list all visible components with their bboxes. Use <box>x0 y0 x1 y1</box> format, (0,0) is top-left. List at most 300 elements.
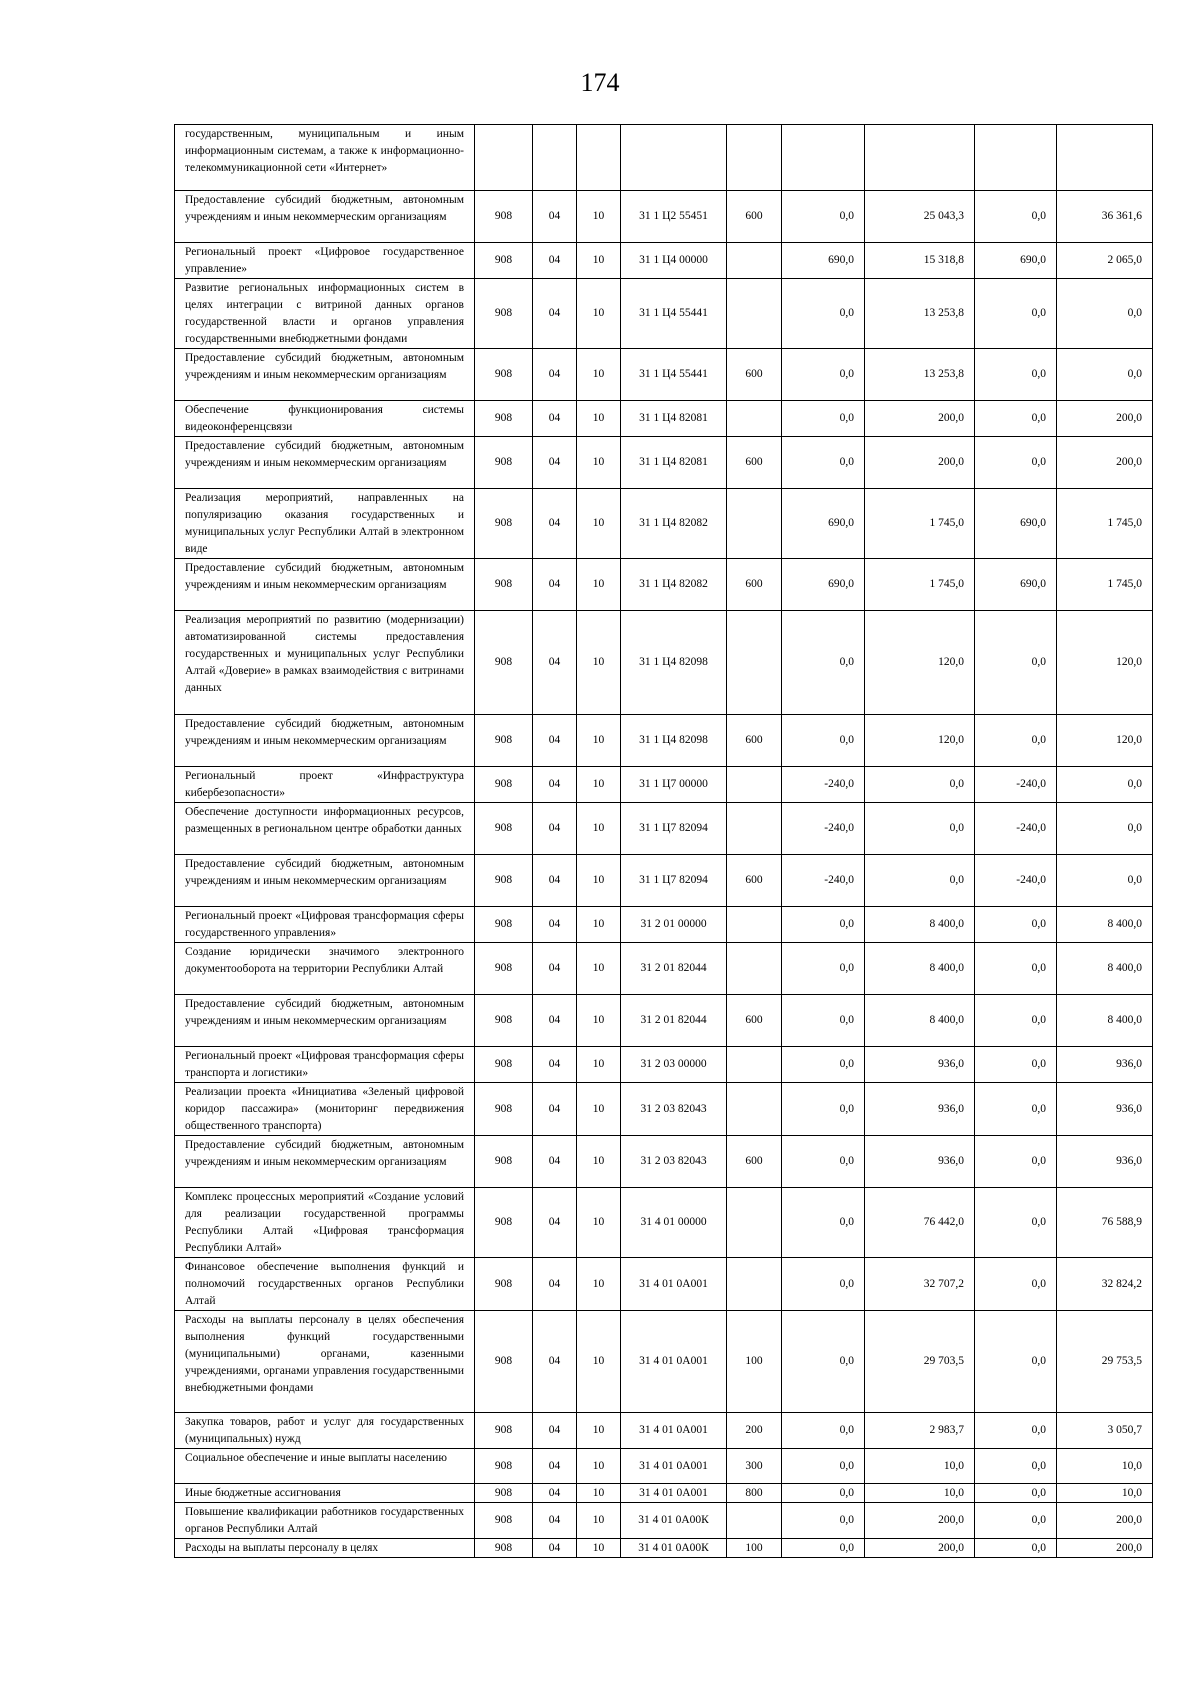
cell-amount-1: 0,0 <box>782 907 865 943</box>
cell-admin-code: 908 <box>475 855 533 907</box>
cell-expense-type: 600 <box>727 995 782 1047</box>
cell-amount-3: -240,0 <box>975 855 1057 907</box>
cell-subsection: 10 <box>577 611 621 715</box>
cell-amount-4: 936,0 <box>1057 1047 1153 1083</box>
cell-subsection: 10 <box>577 559 621 611</box>
cell-admin-code: 908 <box>475 611 533 715</box>
cell-section: 04 <box>533 1188 577 1258</box>
cell-expense-type <box>727 1188 782 1258</box>
table-row <box>175 1188 1153 1258</box>
cell-section: 04 <box>533 1413 577 1449</box>
table-row <box>175 349 1153 401</box>
cell-expense-type <box>727 943 782 995</box>
cell-target-article: 31 1 Ц7 82094 <box>621 855 727 907</box>
cell-amount-4: 936,0 <box>1057 1083 1153 1136</box>
row-description: Социальное обеспечение и иные выплаты населению <box>175 1449 475 1484</box>
row-description: Предоставление субсидий бюджетным, автономным учреждениям и иным некоммерческим организациям <box>175 559 475 611</box>
cell-expense-type <box>727 803 782 855</box>
cell-amount-2: 8 400,0 <box>865 907 975 943</box>
table-row <box>175 559 1153 611</box>
cell-subsection: 10 <box>577 855 621 907</box>
cell-section: 04 <box>533 855 577 907</box>
row-description: Иные бюджетные ассигнования <box>175 1484 475 1503</box>
cell-subsection: 10 <box>577 1413 621 1449</box>
cell-subsection: 10 <box>577 191 621 243</box>
cell-expense-type <box>727 279 782 349</box>
cell-amount-2: 29 703,5 <box>865 1311 975 1413</box>
cell-section: 04 <box>533 767 577 803</box>
row-description: Предоставление субсидий бюджетным, автономным учреждениям и иным некоммерческим организациям <box>175 715 475 767</box>
cell-admin-code <box>475 125 533 191</box>
cell-amount-3: 0,0 <box>975 279 1057 349</box>
cell-section: 04 <box>533 995 577 1047</box>
cell-section: 04 <box>533 1539 577 1558</box>
cell-amount-2: 13 253,8 <box>865 279 975 349</box>
cell-expense-type: 600 <box>727 349 782 401</box>
cell-expense-type: 100 <box>727 1539 782 1558</box>
cell-amount-2: 200,0 <box>865 1503 975 1539</box>
cell-amount-2: 76 442,0 <box>865 1188 975 1258</box>
cell-amount-1: 690,0 <box>782 243 865 279</box>
cell-amount-4: 200,0 <box>1057 1503 1153 1539</box>
cell-admin-code: 908 <box>475 907 533 943</box>
table-row <box>175 1484 1153 1503</box>
cell-section: 04 <box>533 489 577 559</box>
cell-admin-code: 908 <box>475 1188 533 1258</box>
table-row <box>175 855 1153 907</box>
cell-admin-code: 908 <box>475 803 533 855</box>
cell-amount-1: -240,0 <box>782 855 865 907</box>
cell-amount-2: 0,0 <box>865 767 975 803</box>
cell-amount-2: 120,0 <box>865 715 975 767</box>
cell-amount-3: -240,0 <box>975 803 1057 855</box>
cell-subsection: 10 <box>577 1047 621 1083</box>
cell-amount-2: 25 043,3 <box>865 191 975 243</box>
cell-admin-code: 908 <box>475 1136 533 1188</box>
cell-admin-code: 908 <box>475 767 533 803</box>
cell-admin-code: 908 <box>475 489 533 559</box>
cell-target-article: 31 1 Ц4 82081 <box>621 437 727 489</box>
cell-subsection: 10 <box>577 803 621 855</box>
cell-section: 04 <box>533 191 577 243</box>
row-description: Реализация мероприятий, направленных на популяризацию оказания государственных и муниципальных услуг Республики Алтай в электронном виде <box>175 489 475 559</box>
cell-amount-2: 13 253,8 <box>865 349 975 401</box>
cell-admin-code: 908 <box>475 1258 533 1311</box>
cell-expense-type: 600 <box>727 191 782 243</box>
cell-amount-2: 1 745,0 <box>865 489 975 559</box>
cell-subsection: 10 <box>577 401 621 437</box>
cell-amount-1: 0,0 <box>782 401 865 437</box>
row-description: Предоставление субсидий бюджетным, автономным учреждениям и иным некоммерческим организациям <box>175 995 475 1047</box>
cell-amount-3: 0,0 <box>975 1136 1057 1188</box>
cell-subsection: 10 <box>577 907 621 943</box>
table-row <box>175 1539 1153 1558</box>
cell-target-article: 31 4 01 0А001 <box>621 1258 727 1311</box>
cell-admin-code: 908 <box>475 437 533 489</box>
cell-target-article: 31 1 Ц4 82081 <box>621 401 727 437</box>
cell-expense-type: 600 <box>727 855 782 907</box>
cell-amount-3: 0,0 <box>975 1484 1057 1503</box>
cell-section: 04 <box>533 1258 577 1311</box>
cell-target-article: 31 4 01 0А00К <box>621 1503 727 1539</box>
cell-amount-2: 936,0 <box>865 1083 975 1136</box>
cell-amount-4: 10,0 <box>1057 1449 1153 1484</box>
cell-amount-3: 0,0 <box>975 907 1057 943</box>
cell-amount-4: 1 745,0 <box>1057 559 1153 611</box>
table-row <box>175 1449 1153 1484</box>
cell-amount-4: 76 588,9 <box>1057 1188 1153 1258</box>
cell-expense-type <box>727 611 782 715</box>
cell-expense-type: 300 <box>727 1449 782 1484</box>
page-number: 174 <box>580 68 620 97</box>
cell-amount-1: 690,0 <box>782 489 865 559</box>
table-row <box>175 943 1153 995</box>
cell-target-article: 31 2 01 82044 <box>621 995 727 1047</box>
row-description: Расходы на выплаты персоналу в целях обеспечения выполнения функций государственными (муниципальными) органами, казенными учреждениями, органами управления государственными внебюджетными фондами <box>175 1311 475 1413</box>
cell-amount-3: 690,0 <box>975 559 1057 611</box>
cell-amount-3: 0,0 <box>975 1449 1057 1484</box>
cell-amount-2: 200,0 <box>865 1539 975 1558</box>
cell-amount-3: 690,0 <box>975 243 1057 279</box>
cell-amount-1: 0,0 <box>782 1047 865 1083</box>
cell-admin-code: 908 <box>475 243 533 279</box>
cell-expense-type <box>727 767 782 803</box>
cell-subsection <box>577 125 621 191</box>
cell-amount-1: 0,0 <box>782 1188 865 1258</box>
cell-section: 04 <box>533 1083 577 1136</box>
row-description: государственным, муниципальным и иным информационным системам, а также к информационно-телекоммуникационной сети «Интернет» <box>175 125 475 191</box>
cell-subsection: 10 <box>577 1503 621 1539</box>
cell-amount-2: 0,0 <box>865 855 975 907</box>
cell-section: 04 <box>533 1136 577 1188</box>
cell-amount-1: 0,0 <box>782 611 865 715</box>
table-row <box>175 1136 1153 1188</box>
cell-amount-4: 120,0 <box>1057 611 1153 715</box>
cell-amount-3: 0,0 <box>975 1311 1057 1413</box>
cell-amount-3: 0,0 <box>975 1413 1057 1449</box>
cell-admin-code: 908 <box>475 1449 533 1484</box>
cell-section: 04 <box>533 437 577 489</box>
cell-amount-3: 0,0 <box>975 1083 1057 1136</box>
cell-admin-code: 908 <box>475 1083 533 1136</box>
cell-amount-1 <box>782 125 865 191</box>
cell-subsection: 10 <box>577 1083 621 1136</box>
cell-admin-code: 908 <box>475 1413 533 1449</box>
cell-amount-2: 8 400,0 <box>865 943 975 995</box>
cell-section: 04 <box>533 715 577 767</box>
cell-section <box>533 125 577 191</box>
cell-amount-1: 0,0 <box>782 1503 865 1539</box>
cell-section: 04 <box>533 907 577 943</box>
cell-admin-code: 908 <box>475 1539 533 1558</box>
table-row <box>175 1047 1153 1083</box>
cell-target-article: 31 4 01 0А001 <box>621 1449 727 1484</box>
table-row <box>175 767 1153 803</box>
cell-target-article: 31 2 01 00000 <box>621 907 727 943</box>
cell-amount-2: 200,0 <box>865 401 975 437</box>
table-row <box>175 907 1153 943</box>
cell-amount-2: 936,0 <box>865 1136 975 1188</box>
cell-amount-3: 0,0 <box>975 943 1057 995</box>
row-description: Обеспечение функционирования системы видеоконференцсвязи <box>175 401 475 437</box>
cell-amount-3: 0,0 <box>975 1188 1057 1258</box>
cell-target-article: 31 1 Ц4 82082 <box>621 559 727 611</box>
row-description: Закупка товаров, работ и услуг для государственных (муниципальных) нужд <box>175 1413 475 1449</box>
cell-target-article: 31 4 01 0А00К <box>621 1539 727 1558</box>
cell-target-article: 31 1 Ц4 82098 <box>621 715 727 767</box>
cell-amount-4: 1 745,0 <box>1057 489 1153 559</box>
cell-expense-type: 200 <box>727 1413 782 1449</box>
row-description: Предоставление субсидий бюджетным, автономным учреждениям и иным некоммерческим организациям <box>175 191 475 243</box>
cell-admin-code: 908 <box>475 191 533 243</box>
table-row <box>175 125 1153 191</box>
row-description: Предоставление субсидий бюджетным, автономным учреждениям и иным некоммерческим организациям <box>175 349 475 401</box>
cell-amount-4: 200,0 <box>1057 401 1153 437</box>
cell-subsection: 10 <box>577 349 621 401</box>
cell-amount-4: 0,0 <box>1057 279 1153 349</box>
cell-amount-4: 8 400,0 <box>1057 907 1153 943</box>
cell-target-article: 31 2 03 82043 <box>621 1083 727 1136</box>
row-description: Реализации проекта «Инициатива «Зеленый цифровой коридор пассажира» (мониторинг передвижения общественного транспорта) <box>175 1083 475 1136</box>
cell-target-article: 31 1 Ц4 82098 <box>621 611 727 715</box>
row-description: Финансовое обеспечение выполнения функций и полномочий государственных органов Республики Алтай <box>175 1258 475 1311</box>
cell-amount-3: 0,0 <box>975 191 1057 243</box>
row-description: Повышение квалификации работников государственных органов Республики Алтай <box>175 1503 475 1539</box>
row-description: Комплекс процессных мероприятий «Создание условий для реализации государственной программы Республики Алтай «Цифровая трансформация Республики Алтай» <box>175 1188 475 1258</box>
cell-amount-2: 10,0 <box>865 1484 975 1503</box>
row-description: Развитие региональных информационных систем в целях интеграции с витриной данных органов государственной власти и органов управления государственными внебюджетными фондами <box>175 279 475 349</box>
cell-target-article: 31 2 01 82044 <box>621 943 727 995</box>
table-body <box>175 125 1153 1558</box>
cell-subsection: 10 <box>577 943 621 995</box>
table-row <box>175 1083 1153 1136</box>
cell-section: 04 <box>533 559 577 611</box>
cell-amount-2: 10,0 <box>865 1449 975 1484</box>
cell-amount-1: -240,0 <box>782 803 865 855</box>
cell-amount-2: 15 318,8 <box>865 243 975 279</box>
table-row <box>175 437 1153 489</box>
cell-amount-4: 200,0 <box>1057 437 1153 489</box>
cell-amount-3: 690,0 <box>975 489 1057 559</box>
cell-subsection: 10 <box>577 1449 621 1484</box>
cell-amount-1: 0,0 <box>782 715 865 767</box>
cell-amount-1: 690,0 <box>782 559 865 611</box>
cell-amount-4: 8 400,0 <box>1057 943 1153 995</box>
cell-amount-3: 0,0 <box>975 715 1057 767</box>
cell-section: 04 <box>533 1449 577 1484</box>
cell-amount-2: 2 983,7 <box>865 1413 975 1449</box>
cell-target-article <box>621 125 727 191</box>
table-row <box>175 191 1153 243</box>
cell-section: 04 <box>533 1484 577 1503</box>
cell-target-article: 31 4 01 0А001 <box>621 1484 727 1503</box>
cell-amount-4: 29 753,5 <box>1057 1311 1153 1413</box>
cell-expense-type <box>727 1083 782 1136</box>
row-description: Региональный проект «Цифровая трансформация сферы государственного управления» <box>175 907 475 943</box>
table-row <box>175 489 1153 559</box>
cell-target-article: 31 4 01 0А001 <box>621 1413 727 1449</box>
row-description: Региональный проект «Инфраструктура кибербезопасности» <box>175 767 475 803</box>
table-row <box>175 611 1153 715</box>
cell-expense-type <box>727 1503 782 1539</box>
cell-amount-3: 0,0 <box>975 1258 1057 1311</box>
cell-admin-code: 908 <box>475 1047 533 1083</box>
cell-amount-2: 120,0 <box>865 611 975 715</box>
cell-target-article: 31 1 Ц7 00000 <box>621 767 727 803</box>
cell-expense-type: 600 <box>727 715 782 767</box>
table-row <box>175 243 1153 279</box>
cell-amount-2: 200,0 <box>865 437 975 489</box>
cell-amount-1: 0,0 <box>782 349 865 401</box>
row-description: Создание юридически значимого электронного документооборота на территории Республики Алтай <box>175 943 475 995</box>
cell-expense-type: 600 <box>727 1136 782 1188</box>
cell-target-article: 31 1 Ц4 00000 <box>621 243 727 279</box>
cell-amount-3: 0,0 <box>975 1539 1057 1558</box>
table-row <box>175 1311 1153 1413</box>
row-description: Обеспечение доступности информационных ресурсов, размещенных в региональном центре обработки данных <box>175 803 475 855</box>
cell-section: 04 <box>533 243 577 279</box>
cell-expense-type <box>727 907 782 943</box>
cell-amount-4: 200,0 <box>1057 1539 1153 1558</box>
cell-admin-code: 908 <box>475 1503 533 1539</box>
cell-subsection: 10 <box>577 1258 621 1311</box>
cell-expense-type <box>727 489 782 559</box>
cell-amount-1: 0,0 <box>782 1484 865 1503</box>
cell-amount-3: 0,0 <box>975 995 1057 1047</box>
cell-amount-1: 0,0 <box>782 1539 865 1558</box>
cell-amount-3: 0,0 <box>975 349 1057 401</box>
cell-amount-2: 8 400,0 <box>865 995 975 1047</box>
cell-section: 04 <box>533 611 577 715</box>
cell-admin-code: 908 <box>475 943 533 995</box>
cell-amount-2 <box>865 125 975 191</box>
table-row <box>175 401 1153 437</box>
cell-target-article: 31 1 Ц4 55441 <box>621 349 727 401</box>
cell-target-article: 31 4 01 0А001 <box>621 1311 727 1413</box>
cell-amount-3: 0,0 <box>975 611 1057 715</box>
cell-admin-code: 908 <box>475 401 533 437</box>
cell-amount-4: 936,0 <box>1057 1136 1153 1188</box>
cell-target-article: 31 1 Ц4 55441 <box>621 279 727 349</box>
cell-expense-type <box>727 401 782 437</box>
cell-expense-type <box>727 1258 782 1311</box>
row-description: Региональный проект «Цифровая трансформация сферы транспорта и логистики» <box>175 1047 475 1083</box>
cell-amount-1: 0,0 <box>782 1258 865 1311</box>
cell-subsection: 10 <box>577 995 621 1047</box>
table-row <box>175 279 1153 349</box>
table-row <box>175 1413 1153 1449</box>
cell-section: 04 <box>533 349 577 401</box>
cell-target-article: 31 2 03 00000 <box>621 1047 727 1083</box>
cell-amount-1: 0,0 <box>782 437 865 489</box>
cell-target-article: 31 1 Ц4 82082 <box>621 489 727 559</box>
cell-amount-3: 0,0 <box>975 437 1057 489</box>
cell-target-article: 31 4 01 00000 <box>621 1188 727 1258</box>
cell-amount-2: 0,0 <box>865 803 975 855</box>
cell-amount-1: 0,0 <box>782 943 865 995</box>
row-description: Предоставление субсидий бюджетным, автономным учреждениям и иным некоммерческим организациям <box>175 1136 475 1188</box>
cell-amount-1: 0,0 <box>782 1083 865 1136</box>
cell-expense-type <box>727 243 782 279</box>
cell-subsection: 10 <box>577 1484 621 1503</box>
cell-amount-4: 2 065,0 <box>1057 243 1153 279</box>
cell-admin-code: 908 <box>475 1311 533 1413</box>
cell-target-article: 31 1 Ц2 55451 <box>621 191 727 243</box>
cell-amount-2: 936,0 <box>865 1047 975 1083</box>
budget-table <box>174 124 1153 1558</box>
cell-subsection: 10 <box>577 767 621 803</box>
cell-section: 04 <box>533 803 577 855</box>
cell-admin-code: 908 <box>475 995 533 1047</box>
cell-admin-code: 908 <box>475 559 533 611</box>
cell-expense-type: 800 <box>727 1484 782 1503</box>
cell-expense-type <box>727 1047 782 1083</box>
cell-amount-4: 36 361,6 <box>1057 191 1153 243</box>
cell-section: 04 <box>533 1047 577 1083</box>
cell-amount-4: 10,0 <box>1057 1484 1153 1503</box>
cell-amount-1: 0,0 <box>782 1449 865 1484</box>
cell-section: 04 <box>533 279 577 349</box>
cell-subsection: 10 <box>577 1136 621 1188</box>
cell-amount-1: 0,0 <box>782 1136 865 1188</box>
table-row <box>175 1503 1153 1539</box>
cell-amount-4: 0,0 <box>1057 349 1153 401</box>
cell-subsection: 10 <box>577 1188 621 1258</box>
cell-section: 04 <box>533 943 577 995</box>
row-description: Расходы на выплаты персоналу в целях <box>175 1539 475 1558</box>
cell-section: 04 <box>533 1311 577 1413</box>
cell-amount-4: 0,0 <box>1057 803 1153 855</box>
row-description: Региональный проект «Цифровое государственное управление» <box>175 243 475 279</box>
cell-amount-3 <box>975 125 1057 191</box>
table-row <box>175 1258 1153 1311</box>
cell-subsection: 10 <box>577 489 621 559</box>
cell-subsection: 10 <box>577 1311 621 1413</box>
table-row <box>175 803 1153 855</box>
cell-amount-4: 0,0 <box>1057 767 1153 803</box>
cell-admin-code: 908 <box>475 1484 533 1503</box>
row-description: Предоставление субсидий бюджетным, автономным учреждениям и иным некоммерческим организациям <box>175 437 475 489</box>
cell-admin-code: 908 <box>475 349 533 401</box>
cell-amount-3: 0,0 <box>975 1047 1057 1083</box>
cell-expense-type: 600 <box>727 437 782 489</box>
cell-amount-1: 0,0 <box>782 995 865 1047</box>
cell-amount-4: 8 400,0 <box>1057 995 1153 1047</box>
cell-amount-1: 0,0 <box>782 191 865 243</box>
cell-amount-4: 0,0 <box>1057 855 1153 907</box>
row-description: Предоставление субсидий бюджетным, автономным учреждениям и иным некоммерческим организациям <box>175 855 475 907</box>
cell-subsection: 10 <box>577 1539 621 1558</box>
cell-amount-2: 1 745,0 <box>865 559 975 611</box>
cell-amount-4: 120,0 <box>1057 715 1153 767</box>
cell-expense-type <box>727 125 782 191</box>
cell-target-article: 31 1 Ц7 82094 <box>621 803 727 855</box>
cell-amount-1: 0,0 <box>782 1413 865 1449</box>
cell-subsection: 10 <box>577 437 621 489</box>
cell-amount-1: -240,0 <box>782 767 865 803</box>
table-row <box>175 995 1153 1047</box>
cell-target-article: 31 2 03 82043 <box>621 1136 727 1188</box>
cell-amount-4: 32 824,2 <box>1057 1258 1153 1311</box>
cell-amount-3: 0,0 <box>975 1503 1057 1539</box>
cell-admin-code: 908 <box>475 715 533 767</box>
cell-amount-3: -240,0 <box>975 767 1057 803</box>
cell-amount-1: 0,0 <box>782 279 865 349</box>
table-row <box>175 715 1153 767</box>
cell-amount-3: 0,0 <box>975 401 1057 437</box>
cell-amount-4: 3 050,7 <box>1057 1413 1153 1449</box>
cell-section: 04 <box>533 401 577 437</box>
